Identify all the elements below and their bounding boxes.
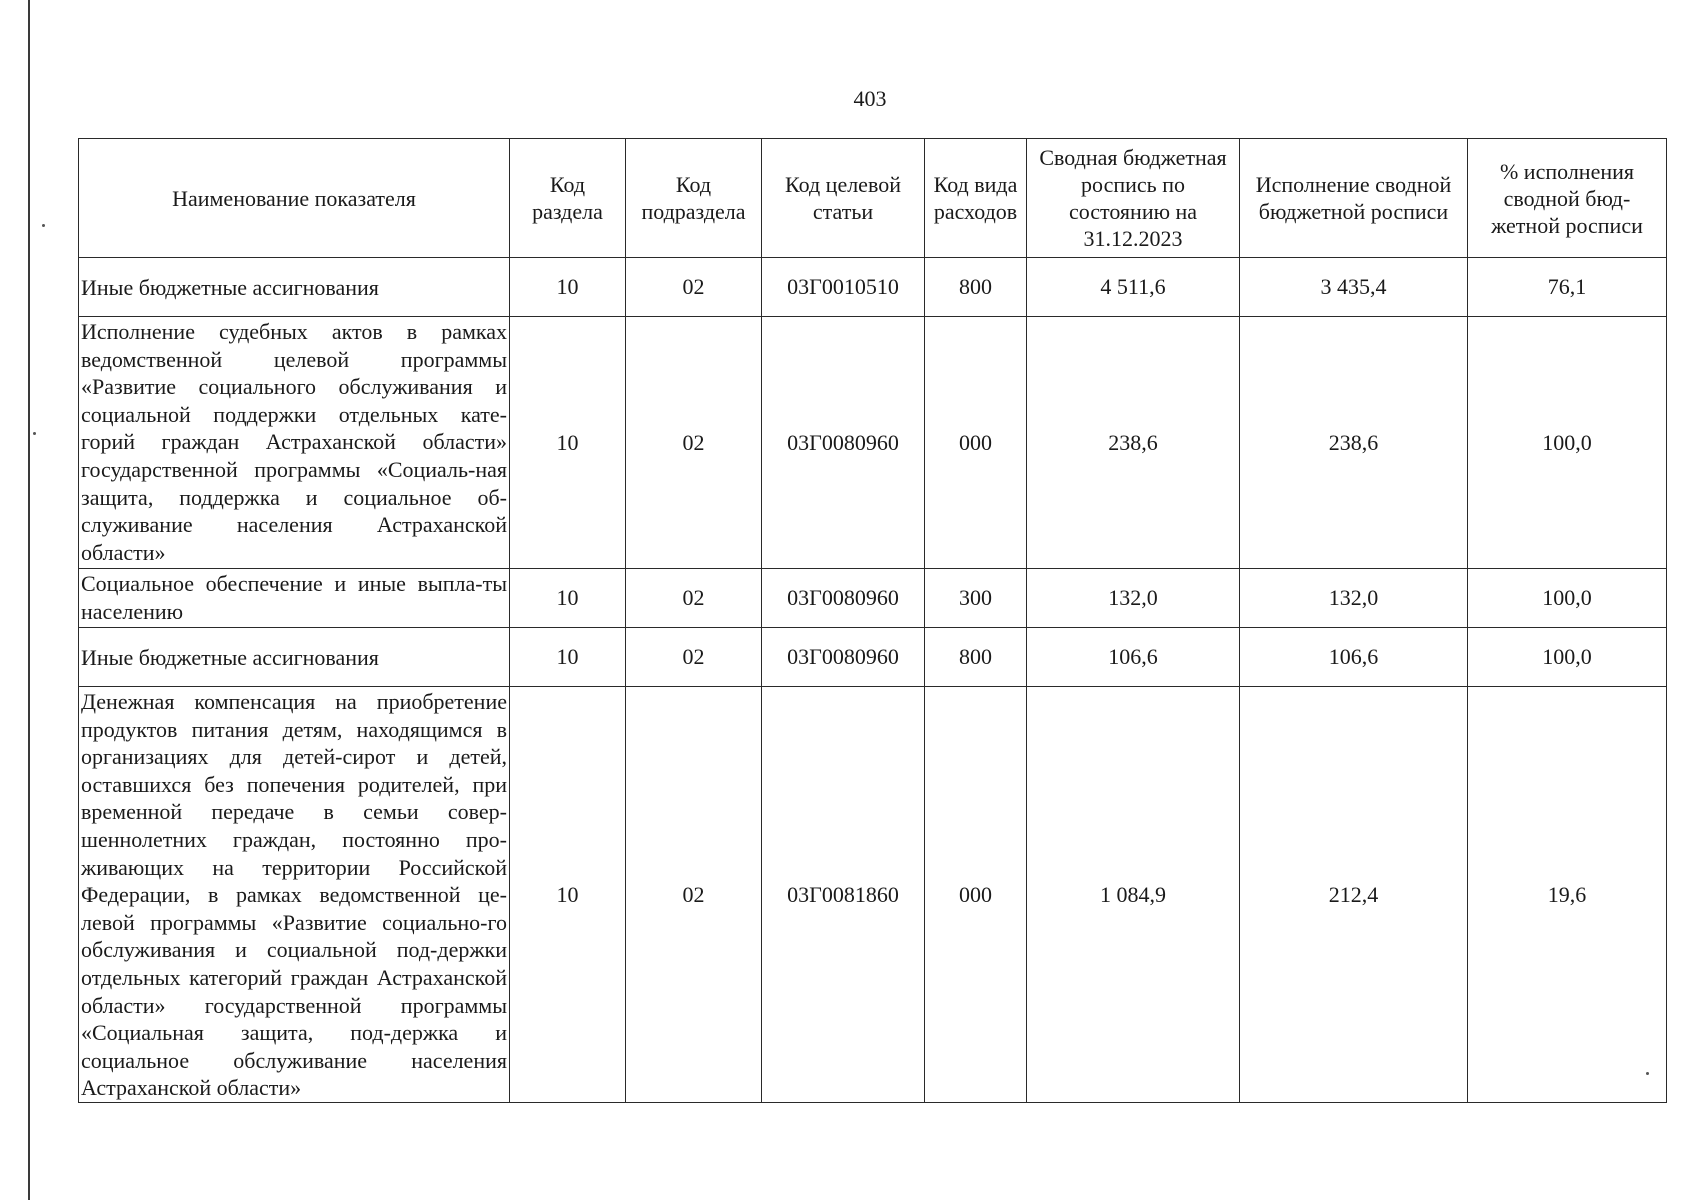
execution-percent: 76,1 bbox=[1468, 258, 1667, 317]
section-code: 10 bbox=[510, 569, 626, 628]
target-code: 03Г0080960 bbox=[762, 569, 925, 628]
expense-type-code: 800 bbox=[925, 258, 1027, 317]
expense-type-code: 300 bbox=[925, 569, 1027, 628]
target-code: 03Г0081860 bbox=[762, 687, 925, 1103]
indicator-name: Иные бюджетные ассигнования bbox=[79, 258, 510, 317]
expense-type-code: 000 bbox=[925, 317, 1027, 569]
target-code: 03Г0080960 bbox=[762, 317, 925, 569]
table-row bbox=[79, 258, 1667, 317]
section-code: 10 bbox=[510, 687, 626, 1103]
subsection-code: 02 bbox=[626, 569, 762, 628]
indicator-name: Социальное обеспечение и иные выпла-ты населению bbox=[79, 569, 510, 628]
target-code: 03Г0010510 bbox=[762, 258, 925, 317]
header-indicator-name: Наименование показателя bbox=[79, 139, 510, 258]
table-row bbox=[79, 687, 1667, 1103]
subsection-code: 02 bbox=[626, 258, 762, 317]
execution-percent: 100,0 bbox=[1468, 569, 1667, 628]
planned-amount: 238,6 bbox=[1027, 317, 1240, 569]
header-execution-percent: % исполнения сводной бюд-жетной росписи bbox=[1468, 139, 1667, 258]
header-target-code: Код целевой статьи bbox=[762, 139, 925, 258]
scan-speck bbox=[42, 224, 45, 227]
executed-amount: 238,6 bbox=[1240, 317, 1468, 569]
table-row bbox=[79, 628, 1667, 687]
executed-amount: 106,6 bbox=[1240, 628, 1468, 687]
indicator-name: Денежная компенсация на приобретение продуктов питания детям, находящимся в организациях для детей-сирот и детей, оставшихся без попечения родителей, при временной передаче в семьи совер-шеннолетних граждан, постоянно про-живающих на территории Российской Федерации, в рамках ведомственной це-левой программы «Развитие социально-го обслуживания и социальной под-держки отдельных категорий граждан Астраханской области» государственной программы «Социальная защита, под-держка и социальное обслуживание населения Астраханской области» bbox=[79, 687, 510, 1103]
expense-type-code: 000 bbox=[925, 687, 1027, 1103]
execution-percent: 19,6 bbox=[1468, 687, 1667, 1103]
subsection-code: 02 bbox=[626, 317, 762, 569]
table-row bbox=[79, 569, 1667, 628]
executed-amount: 132,0 bbox=[1240, 569, 1468, 628]
header-row bbox=[79, 139, 1667, 258]
header-budget-execution: Исполнение сводной бюджетной росписи bbox=[1240, 139, 1468, 258]
executed-amount: 212,4 bbox=[1240, 687, 1468, 1103]
section-code: 10 bbox=[510, 628, 626, 687]
indicator-name: Исполнение судебных актов в рамках ведомственной целевой программы «Развитие социального обслуживания и социальной поддержки отдельных кате-горий граждан Астраханской области» государственной программы «Социаль-ная защита, поддержка и социальное об-служивание населения Астраханской области» bbox=[79, 317, 510, 569]
table-row bbox=[79, 317, 1667, 569]
planned-amount: 106,6 bbox=[1027, 628, 1240, 687]
planned-amount: 1 084,9 bbox=[1027, 687, 1240, 1103]
section-code: 10 bbox=[510, 317, 626, 569]
indicator-name: Иные бюджетные ассигнования bbox=[79, 628, 510, 687]
header-expense-type-code: Код вида расходов bbox=[925, 139, 1027, 258]
binding-margin-line bbox=[28, 0, 30, 1200]
section-code: 10 bbox=[510, 258, 626, 317]
planned-amount: 4 511,6 bbox=[1027, 258, 1240, 317]
executed-amount: 3 435,4 bbox=[1240, 258, 1468, 317]
budget-execution-table bbox=[78, 138, 1667, 1103]
scan-speck bbox=[33, 432, 36, 435]
header-subsection-code: Код подраздела bbox=[626, 139, 762, 258]
planned-amount: 132,0 bbox=[1027, 569, 1240, 628]
subsection-code: 02 bbox=[626, 687, 762, 1103]
header-section-code: Код раздела bbox=[510, 139, 626, 258]
subsection-code: 02 bbox=[626, 628, 762, 687]
execution-percent: 100,0 bbox=[1468, 317, 1667, 569]
execution-percent: 100,0 bbox=[1468, 628, 1667, 687]
header-budget-plan: Сводная бюджетная роспись по состоянию на 31.12.2023 bbox=[1027, 139, 1240, 258]
page-number: 403 bbox=[853, 86, 887, 111]
target-code: 03Г0080960 bbox=[762, 628, 925, 687]
expense-type-code: 800 bbox=[925, 628, 1027, 687]
